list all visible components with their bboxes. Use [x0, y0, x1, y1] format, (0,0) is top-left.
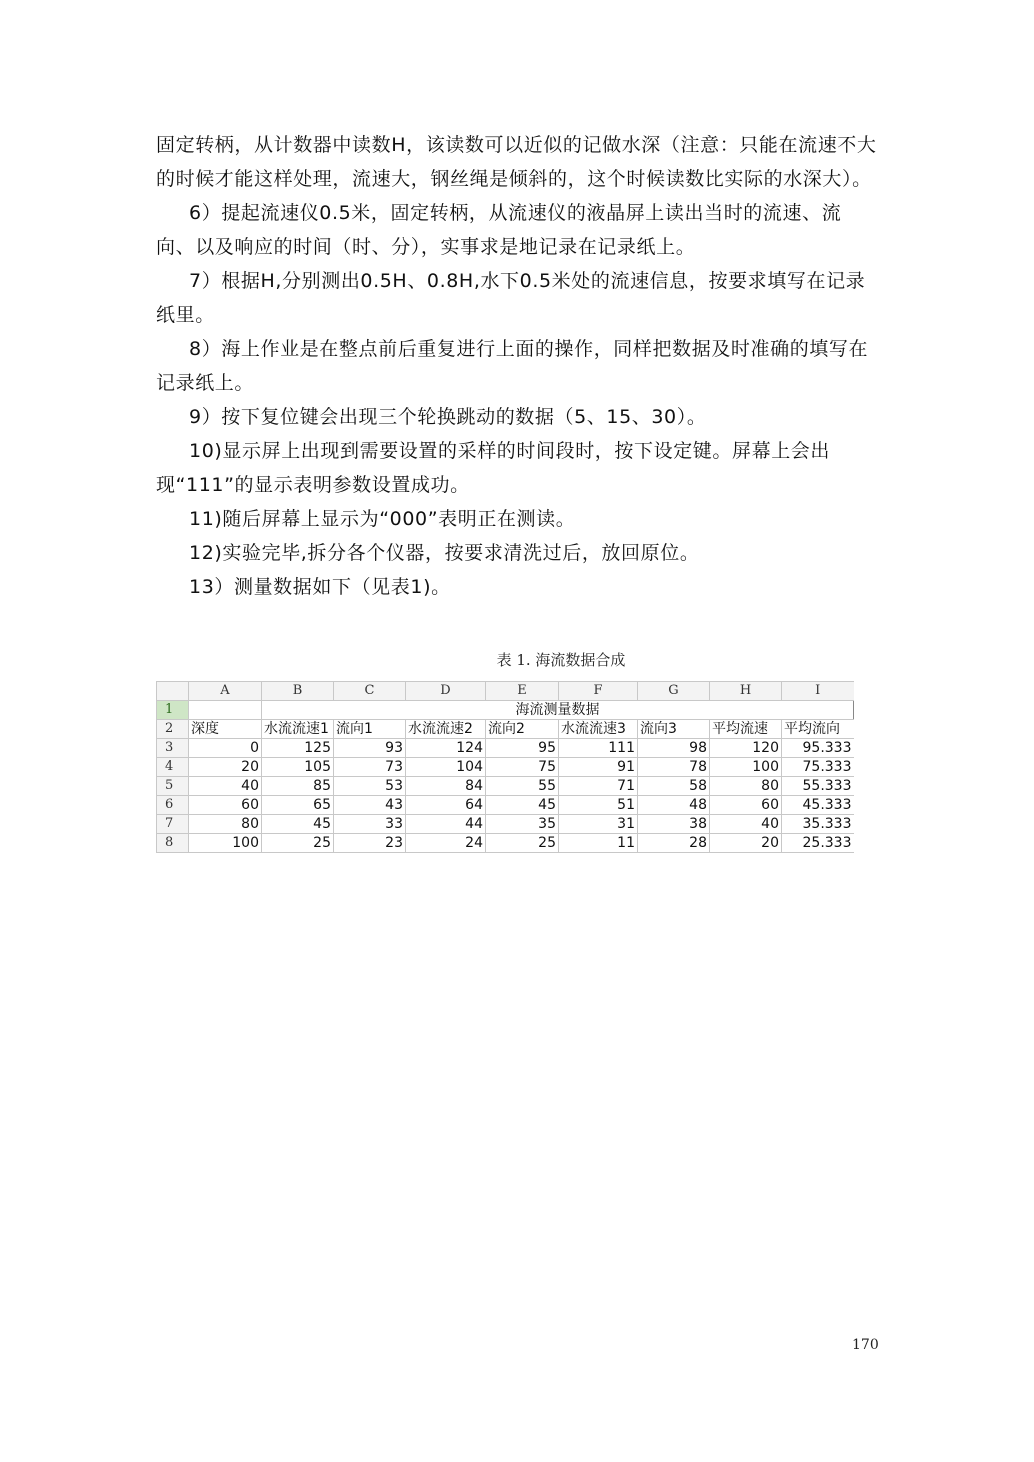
select-all-corner[interactable] [157, 682, 189, 701]
spreadsheet-table [156, 681, 854, 853]
column-header-row [157, 682, 854, 701]
data-cell[interactable]: 35.333 [782, 815, 854, 834]
paragraph: 7）根据H,分别测出0.5H、0.8H,水下0.5米处的流速信息，按要求填写在记录纸里。 [156, 270, 866, 326]
paragraph: 8）海上作业是在整点前后重复进行上面的操作，同样把数据及时准确的填写在记录纸上。 [156, 338, 869, 394]
data-cell[interactable]: 93 [334, 739, 406, 758]
column-header[interactable]: F [559, 682, 638, 701]
header-cell[interactable]: 深度 [189, 720, 262, 739]
data-cell[interactable]: 20 [189, 758, 262, 777]
data-cell[interactable]: 104 [406, 758, 486, 777]
data-cell[interactable]: 40 [710, 815, 782, 834]
data-cell[interactable]: 124 [406, 739, 486, 758]
data-cell[interactable]: 51 [559, 796, 638, 815]
table-row [157, 701, 854, 720]
data-cell[interactable]: 95.333 [782, 739, 854, 758]
data-cell[interactable]: 23 [334, 834, 406, 853]
data-cell[interactable]: 91 [559, 758, 638, 777]
data-cell[interactable]: 44 [406, 815, 486, 834]
paragraph: 11)随后屏幕上显示为“000”表明正在测读。 [189, 508, 576, 530]
data-cell[interactable]: 43 [334, 796, 406, 815]
header-cell[interactable]: 流向3 [638, 720, 710, 739]
data-cell[interactable]: 48 [638, 796, 710, 815]
data-cell[interactable]: 80 [189, 815, 262, 834]
header-cell[interactable]: 水流流速3 [559, 720, 638, 739]
header-cell[interactable]: 流向2 [486, 720, 559, 739]
data-cell[interactable]: 75.333 [782, 758, 854, 777]
data-cell[interactable]: 111 [559, 739, 638, 758]
body-text [156, 128, 880, 604]
data-cell[interactable]: 120 [710, 739, 782, 758]
sheet-title-cell[interactable]: 海流测量数据 [262, 701, 854, 720]
data-cell[interactable]: 24 [406, 834, 486, 853]
header-cell[interactable]: 水流流速1 [262, 720, 334, 739]
data-cell[interactable]: 35 [486, 815, 559, 834]
column-header[interactable]: D [406, 682, 486, 701]
column-header[interactable]: I [782, 682, 854, 701]
data-cell[interactable]: 25 [486, 834, 559, 853]
table-row [157, 815, 854, 834]
row-number[interactable]: 2 [157, 720, 189, 739]
row-number[interactable]: 4 [157, 758, 189, 777]
data-cell[interactable]: 73 [334, 758, 406, 777]
table-row [157, 739, 854, 758]
paragraph: 13）测量数据如下（见表1)。 [189, 576, 451, 598]
cell[interactable] [189, 701, 262, 720]
data-cell[interactable]: 105 [262, 758, 334, 777]
data-cell[interactable]: 100 [189, 834, 262, 853]
data-cell[interactable]: 11 [559, 834, 638, 853]
column-header[interactable]: G [638, 682, 710, 701]
data-cell[interactable]: 0 [189, 739, 262, 758]
header-cell[interactable]: 水流流速2 [406, 720, 486, 739]
data-cell[interactable]: 95 [486, 739, 559, 758]
table-row [157, 720, 854, 739]
row-number[interactable]: 7 [157, 815, 189, 834]
column-header[interactable]: E [486, 682, 559, 701]
column-header[interactable]: B [262, 682, 334, 701]
data-cell[interactable]: 25.333 [782, 834, 854, 853]
column-header[interactable]: A [189, 682, 262, 701]
paragraph: 10)显示屏上出现到需要设置的采样的时间段时，按下设定键。屏幕上会出现“111”的显示表明参数设置成功。 [156, 440, 830, 496]
data-cell[interactable]: 65 [262, 796, 334, 815]
data-cell[interactable]: 45 [486, 796, 559, 815]
table-row [157, 758, 854, 777]
data-cell[interactable]: 45 [262, 815, 334, 834]
table-row [157, 834, 854, 853]
data-cell[interactable]: 71 [559, 777, 638, 796]
row-number[interactable]: 1 [157, 701, 189, 720]
data-cell[interactable]: 78 [638, 758, 710, 777]
data-cell[interactable]: 75 [486, 758, 559, 777]
data-cell[interactable]: 38 [638, 815, 710, 834]
paragraph: 固定转柄，从计数器中读数H，该读数可以近似的记做水深（注意：只能在流速不大的时候才能这样处理，流速大，钢丝绳是倾斜的，这个时候读数比实际的水深大）。 [156, 134, 877, 190]
data-cell[interactable]: 98 [638, 739, 710, 758]
data-cell[interactable]: 45.333 [782, 796, 854, 815]
column-header[interactable]: H [710, 682, 782, 701]
table-caption: 表 1. 海流数据合成 [496, 651, 626, 669]
table-row [157, 796, 854, 815]
data-cell[interactable]: 60 [710, 796, 782, 815]
data-cell[interactable]: 40 [189, 777, 262, 796]
data-cell[interactable]: 31 [559, 815, 638, 834]
data-cell[interactable]: 84 [406, 777, 486, 796]
data-cell[interactable]: 20 [710, 834, 782, 853]
row-number[interactable]: 8 [157, 834, 189, 853]
data-cell[interactable]: 125 [262, 739, 334, 758]
data-cell[interactable]: 58 [638, 777, 710, 796]
data-cell[interactable]: 33 [334, 815, 406, 834]
page-number: 170 [852, 1337, 879, 1353]
data-cell[interactable]: 28 [638, 834, 710, 853]
data-cell[interactable]: 85 [262, 777, 334, 796]
header-cell[interactable]: 平均流向 [782, 720, 854, 739]
header-cell[interactable]: 流向1 [334, 720, 406, 739]
row-number[interactable]: 6 [157, 796, 189, 815]
data-cell[interactable]: 60 [189, 796, 262, 815]
data-cell[interactable]: 80 [710, 777, 782, 796]
table-row [157, 777, 854, 796]
row-number[interactable]: 3 [157, 739, 189, 758]
column-header[interactable]: C [334, 682, 406, 701]
data-cell[interactable]: 64 [406, 796, 486, 815]
row-number[interactable]: 5 [157, 777, 189, 796]
data-cell[interactable]: 55 [486, 777, 559, 796]
header-cell[interactable]: 平均流速 [710, 720, 782, 739]
paragraph: 9）按下复位键会出现三个轮换跳动的数据（5、15、30）。 [189, 406, 707, 428]
paragraph: 12)实验完毕,拆分各个仪器，按要求清洗过后，放回原位。 [189, 542, 700, 564]
data-cell[interactable]: 100 [710, 758, 782, 777]
data-cell[interactable]: 25 [262, 834, 334, 853]
data-cell[interactable]: 53 [334, 777, 406, 796]
paragraph: 6）提起流速仪0.5米，固定转柄，从流速仪的液晶屏上读出当时的流速、流向、以及响应的时间（时、分），实事求是地记录在记录纸上。 [156, 202, 842, 258]
data-cell[interactable]: 55.333 [782, 777, 854, 796]
